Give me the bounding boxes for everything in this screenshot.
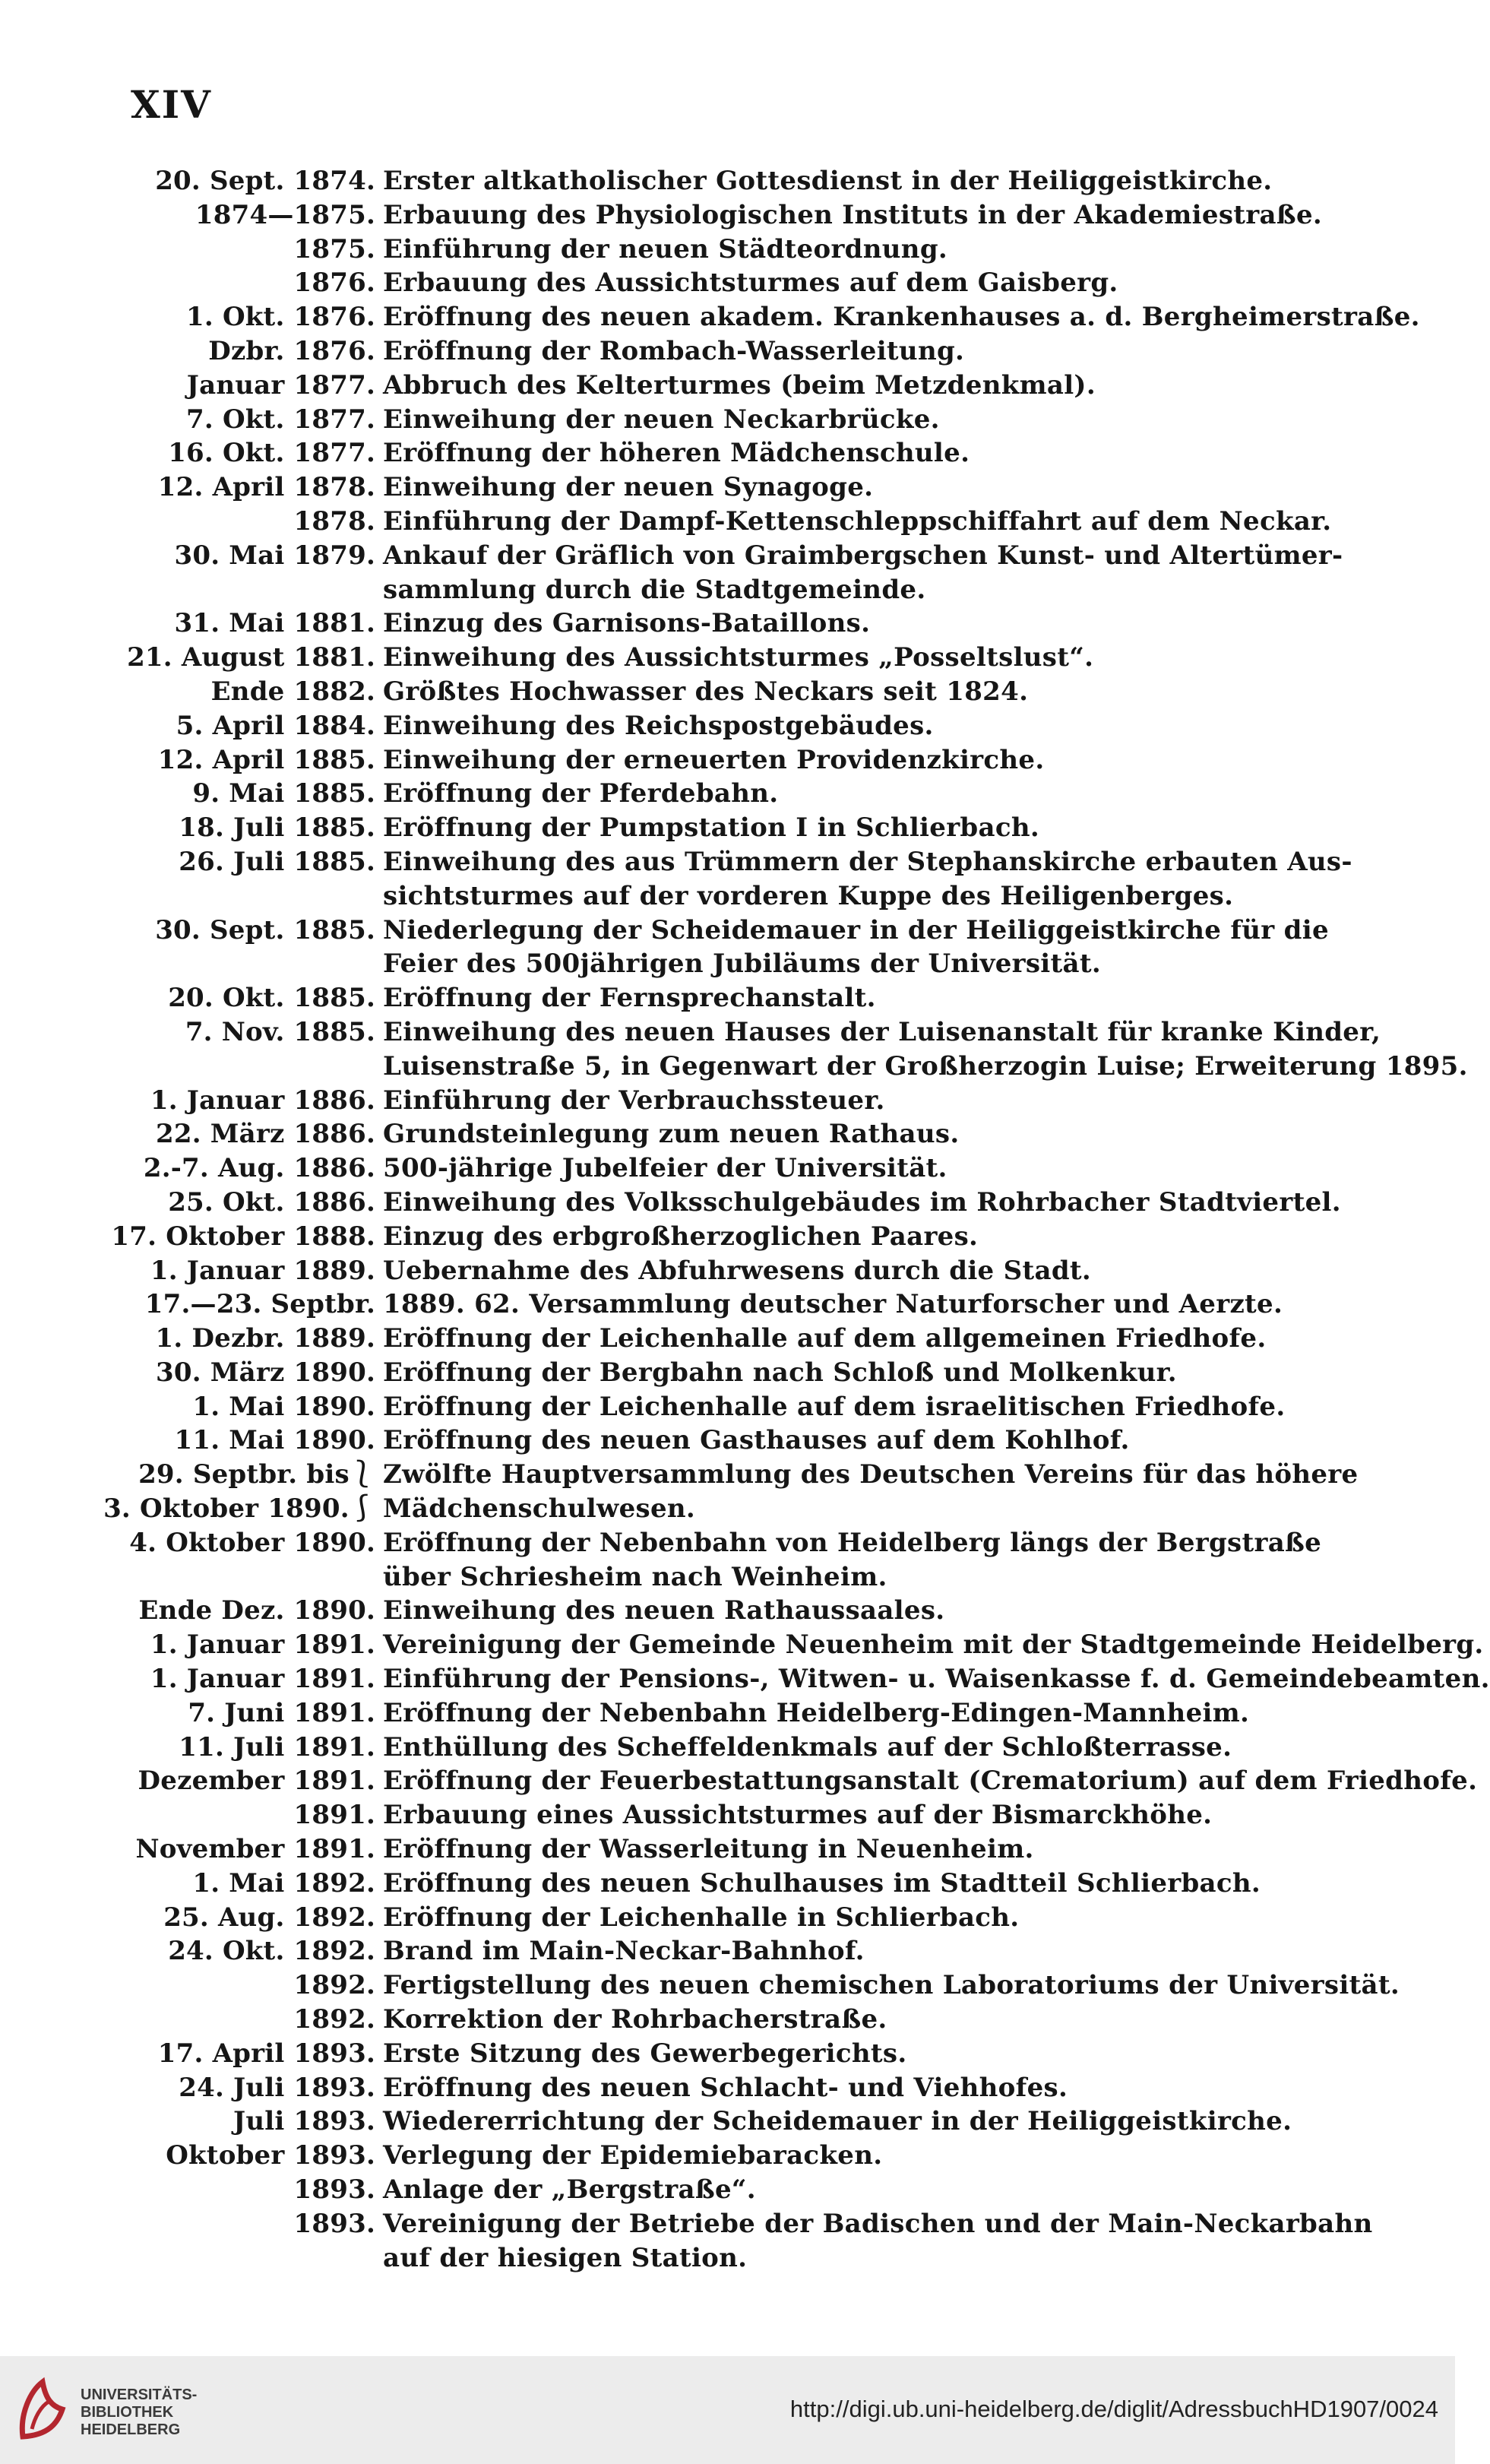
- chronology-entry: [0, 1934, 1455, 1968]
- entry-description: [383, 1764, 1478, 1798]
- entry-text-line: Eröffnung des neuen akadem. Krankenhauses a. d. Bergheimerstraße.: [383, 302, 1420, 333]
- chronology-entry: [0, 811, 1455, 845]
- entry-text-line: Einführung der neuen Städteordnung.: [383, 233, 948, 264]
- entry-description: [383, 1356, 1367, 1390]
- entry-description: [383, 436, 1367, 470]
- entry-date: 1. Januar 1886.: [150, 1085, 375, 1116]
- entry-description: [383, 1117, 1367, 1151]
- entry-date: 1892.: [293, 1970, 375, 2001]
- entry-date: 5. April 1884.: [176, 710, 375, 741]
- entry-date: November 1891.: [135, 1834, 375, 1865]
- chronology-entry: [0, 539, 1455, 607]
- chronology-entry: [0, 1696, 1455, 1731]
- chronology-entry: [0, 1526, 1455, 1595]
- entry-text-line: Einweihung des Volksschulgebäudes im Rohrbacher Stadtviertel.: [383, 1186, 1341, 1218]
- entry-date: 1. Dezbr. 1889.: [155, 1323, 375, 1354]
- chronology-entry: [0, 1356, 1455, 1390]
- chronology-entry: [0, 369, 1455, 403]
- chronology-entry: [0, 914, 1455, 982]
- entry-description: [383, 1390, 1367, 1424]
- entry-description: [383, 709, 1367, 743]
- entry-description: [383, 2139, 1367, 2173]
- entry-text-line: Verlegung der Epidemiebaracken.: [383, 2140, 883, 2171]
- entry-description: [383, 2207, 1373, 2276]
- entry-description: [383, 641, 1367, 675]
- entry-date: 1. Mai 1890.: [192, 1391, 375, 1422]
- entry-date: 1893.: [293, 2174, 375, 2206]
- entry-description: [383, 1015, 1468, 1084]
- chronology-entry: [0, 2207, 1455, 2276]
- chronology-entry: [0, 1220, 1455, 1254]
- entry-text-line: Einführung der Dampf-Kettenschleppschiffahrt auf dem Neckar.: [383, 505, 1332, 537]
- entry-date: 12. April 1885.: [157, 744, 375, 775]
- entry-date: Dzbr. 1876.: [208, 335, 375, 366]
- chronology-entry: [0, 1015, 1468, 1084]
- entry-description: [383, 1492, 1367, 1526]
- source-url[interactable]: http://digi.ub.uni-heidelberg.de/diglit/AdressbuchHD1907/0024: [789, 2396, 1438, 2422]
- entry-date: Ende 1882.: [210, 676, 375, 707]
- entry-date: 1. Mai 1892.: [192, 1867, 375, 1899]
- entry-date: 17. Oktober 1888.: [111, 1221, 375, 1252]
- entry-text-line: Erbauung eines Aussichtsturmes auf der Bismarckhöhe.: [383, 1800, 1213, 1831]
- chronology-entry: [0, 1117, 1455, 1151]
- entry-description: [383, 1901, 1367, 1935]
- entry-text-line: Einweihung der neuen Neckarbrücke.: [383, 404, 940, 435]
- chronology-entry: [0, 606, 1455, 641]
- entry-description: [383, 845, 1367, 914]
- entry-text-line: Eröffnung der Wasserleitung in Neuenheim.: [383, 1834, 1034, 1865]
- entry-date: 26. Juli 1885.: [179, 846, 375, 877]
- entry-description: [383, 2071, 1367, 2105]
- entry-description: [383, 1526, 1367, 1595]
- entry-date: 25. Aug. 1892.: [163, 1902, 375, 1933]
- footer-bar: [0, 2356, 1455, 2464]
- entry-text-line: Eröffnung des neuen Schulhauses im Stadtteil Schlierbach.: [383, 1867, 1261, 1899]
- entry-description: [383, 233, 1367, 267]
- entry-date: 1. Januar 1889.: [150, 1255, 375, 1286]
- entry-text-line: Eröffnung der Leichenhalle auf dem allgemeinen Friedhofe.: [383, 1323, 1267, 1354]
- entry-description: [383, 606, 1367, 641]
- entry-description: [383, 1186, 1367, 1220]
- entry-description: [383, 1594, 1367, 1628]
- chronology-entry: [0, 1832, 1455, 1867]
- entry-text-line: Grundsteinlegung zum neuen Rathaus.: [383, 1119, 960, 1150]
- entry-text-line: Einweihung der erneuerten Providenzkirche.: [383, 744, 1045, 775]
- entry-date: 1. Okt. 1876.: [186, 302, 375, 333]
- chronology-entry: [0, 2173, 1455, 2207]
- entry-description: [383, 369, 1367, 403]
- entry-text-line: Eröffnung der Nebenbahn von Heidelberg längs der Bergstraße: [383, 1527, 1322, 1558]
- entry-description: [383, 2105, 1367, 2139]
- chronology-list: [0, 164, 1490, 2275]
- entry-text-line: Einzug des Garnisons-Bataillons.: [383, 608, 871, 639]
- entry-description: [383, 1322, 1367, 1356]
- chronology-entry: [0, 2037, 1455, 2071]
- chronology-entry: [0, 981, 1455, 1015]
- entry-description: [383, 1458, 1367, 1492]
- chronology-entry: [0, 1628, 1484, 1662]
- entry-description: [383, 2003, 1367, 2037]
- chronology-entry: [0, 334, 1455, 369]
- entry-date: 31. Mai 1881.: [174, 608, 375, 639]
- chronology-entry: [0, 1424, 1455, 1458]
- entry-description: [383, 1968, 1400, 2003]
- entry-text-line: sammlung durch die Stadtgemeinde.: [383, 574, 926, 605]
- entry-description: [383, 1696, 1367, 1731]
- entry-date: 20. Sept. 1874.: [155, 166, 375, 196]
- entry-date: 20. Okt. 1885.: [168, 983, 375, 1014]
- chronology-entry: [0, 300, 1455, 334]
- chronology-entry: [0, 1867, 1455, 1901]
- chronology-entry: [0, 1458, 1455, 1492]
- entry-text-line: Eröffnung der Fernsprechanstalt.: [383, 983, 876, 1014]
- entry-date: 1892.: [293, 2004, 375, 2035]
- chronology-entry: [0, 198, 1455, 233]
- entry-text-line: Eröffnung der Pferdebahn.: [383, 778, 779, 809]
- entry-text-line: Einweihung des Aussichtsturmes „Posseltslust“.: [383, 642, 1094, 673]
- chronology-entry: [0, 403, 1455, 437]
- library-seal-icon: [15, 2376, 68, 2444]
- entry-date: 21. August 1881.: [127, 642, 375, 673]
- chronology-entry: [0, 1662, 1490, 1696]
- chronology-entry: [0, 845, 1455, 914]
- chronology-entry: [0, 641, 1455, 675]
- logo-line: BIBLIOTHEK: [81, 2404, 174, 2421]
- chronology-entry: [0, 164, 1455, 198]
- entry-date: 24. Okt. 1892.: [168, 1936, 375, 1967]
- entry-text-line: Ankauf der Gräflich von Graimbergschen Kunst- und Altertümer-: [383, 540, 1343, 571]
- entry-text-line: Größtes Hochwasser des Neckars seit 1824.: [383, 676, 1029, 707]
- entry-date: 1. Januar 1891.: [150, 1664, 375, 1695]
- entry-date: 1893.: [293, 2208, 375, 2239]
- entry-text-line: Eröffnung der höheren Mädchenschule.: [383, 438, 970, 469]
- chronology-entry: [0, 1084, 1455, 1118]
- entry-date: 1874—1875.: [195, 199, 375, 230]
- chronology-entry: [0, 1764, 1478, 1798]
- entry-description: [383, 1934, 1367, 1968]
- entry-date: Ende Dez. 1890.: [138, 1595, 375, 1626]
- entry-date: Juli 1893.: [233, 2106, 375, 2137]
- entry-text-line: auf der hiesigen Station.: [383, 2242, 748, 2273]
- chronology-entry: [0, 1390, 1455, 1424]
- entry-text-line: Enthüllung des Scheffeldenkmals auf der Schloßterrasse.: [383, 1731, 1232, 1762]
- chronology-entry: [0, 1798, 1455, 1832]
- chronology-entry: [0, 743, 1455, 778]
- entry-date: 1878.: [293, 505, 375, 537]
- entry-text-line: Erster altkatholischer Gottesdienst in der Heiliggeistkirche.: [383, 166, 1273, 196]
- entry-description: [383, 1084, 1367, 1118]
- chronology-entry: [0, 675, 1455, 709]
- entry-text-line: Eröffnung des neuen Schlacht- und Viehhofes.: [383, 2072, 1068, 2103]
- chronology-entry: [0, 2105, 1455, 2139]
- entry-description: [383, 777, 1367, 811]
- entry-description: [383, 743, 1367, 778]
- chronology-entry: [0, 266, 1455, 300]
- entry-text-line: Eröffnung der Nebenbahn Heidelberg-Edingen-Mannheim.: [383, 1697, 1250, 1728]
- entry-date: 11. Juli 1891.: [179, 1731, 375, 1762]
- entry-date: 2.-7. Aug. 1886.: [143, 1153, 375, 1184]
- entry-description: [383, 1798, 1367, 1832]
- entry-description: [383, 198, 1367, 233]
- page-number: XIV: [131, 82, 212, 127]
- chronology-entry: [0, 1186, 1455, 1220]
- entry-text-line: Eröffnung der Leichenhalle in Schlierbach.: [383, 1902, 1020, 1933]
- entry-text-line: Uebernahme des Abfuhrwesens durch die Stadt.: [383, 1255, 1092, 1286]
- logo-line: HEIDELBERG: [81, 2421, 181, 2438]
- entry-date: 11. Mai 1890.: [174, 1425, 375, 1456]
- entry-text-line: Eröffnung der Rombach-Wasserleitung.: [383, 335, 965, 366]
- entry-description: [383, 300, 1420, 334]
- entry-text-line: 500-jährige Jubelfeier der Universität.: [383, 1153, 947, 1184]
- entry-text-line: Einweihung des neuen Rathaussaales.: [383, 1595, 945, 1626]
- chronology-entry: [0, 505, 1455, 539]
- entry-date: 1891.: [293, 1800, 375, 1831]
- entry-description: [383, 334, 1367, 369]
- entry-description: [383, 470, 1367, 505]
- entry-text-line: Einweihung des aus Trümmern der Stephanskirche erbauten Aus-: [383, 846, 1352, 877]
- chronology-entry: [0, 1968, 1455, 2003]
- entry-text-line: Anlage der „Bergstraße“.: [383, 2174, 756, 2206]
- chronology-entry: [0, 1287, 1455, 1322]
- entry-description: [383, 981, 1367, 1015]
- entry-text-line: Eröffnung der Bergbahn nach Schloß und Molkenkur.: [383, 1357, 1177, 1388]
- entry-date: 29. Septbr. bis⎱: [138, 1459, 375, 1490]
- entry-description: [383, 1832, 1367, 1867]
- entry-text-line: Eröffnung der Leichenhalle auf dem israelitischen Friedhofe.: [383, 1391, 1286, 1422]
- entry-date: 3. Oktober 1890.⎰: [103, 1493, 375, 1525]
- entry-date: 17.—23. Septbr.: [144, 1289, 375, 1320]
- entry-date: 17. April 1893.: [157, 2038, 375, 2069]
- logo-line: UNIVERSITÄTS-: [81, 2386, 198, 2403]
- entry-text-line: Korrektion der Rohrbacherstraße.: [383, 2004, 887, 2035]
- chronology-entry: [0, 1151, 1455, 1186]
- entry-date: 1876.: [293, 268, 375, 299]
- entry-date: 1. Januar 1891.: [150, 1629, 375, 1661]
- entry-description: [383, 1731, 1367, 1765]
- entry-date: 4. Oktober 1890.: [129, 1527, 375, 1558]
- entry-date: 30. Sept. 1885.: [155, 914, 375, 945]
- entry-description: [383, 1867, 1367, 1901]
- entry-date: 7. Nov. 1885.: [185, 1016, 375, 1047]
- entry-text-line: Einweihung der neuen Synagoge.: [383, 472, 874, 503]
- entry-text-line: Brand im Main-Neckar-Bahnhof.: [383, 1936, 865, 1967]
- entry-text-line: Eröffnung der Pumpstation I in Schlierbach.: [383, 812, 1039, 844]
- entry-date: 30. Mai 1879.: [174, 540, 375, 571]
- entry-text-line: Feier des 500jährigen Jubiläums der Universität.: [383, 949, 1101, 980]
- entry-description: [383, 811, 1367, 845]
- entry-date: 12. April 1878.: [157, 472, 375, 503]
- entry-description: [383, 2037, 1367, 2071]
- chronology-entry: [0, 1322, 1455, 1356]
- entry-description: [383, 1662, 1490, 1696]
- entry-text-line: Niederlegung der Scheidemauer in der Heiliggeistkirche für die: [383, 914, 1329, 945]
- chronology-entry: [0, 1901, 1455, 1935]
- entry-date: 7. Okt. 1877.: [186, 404, 375, 435]
- chronology-entry: [0, 1492, 1455, 1526]
- entry-text-line: Erbauung des Aussichtsturmes auf dem Gaisberg.: [383, 268, 1118, 299]
- entry-date: 30. März 1890.: [156, 1357, 375, 1388]
- entry-description: [383, 539, 1367, 607]
- entry-description: [383, 266, 1367, 300]
- entry-date: 9. Mai 1885.: [192, 778, 375, 809]
- entry-text-line: Erste Sitzung des Gewerbegerichts.: [383, 2038, 907, 2069]
- entry-text-line: Einführung der Pensions-, Witwen- u. Waisenkasse f. d. Gemeindebeamten.: [383, 1664, 1490, 1695]
- entry-date: 22. März 1886.: [156, 1119, 375, 1150]
- entry-text-line: Zwölfte Hauptversammlung des Deutschen Vereins für das höhere: [383, 1459, 1359, 1490]
- entry-text-line: Luisenstraße 5, in Gegenwart der Großherzogin Luise; Erweiterung 1895.: [383, 1050, 1468, 1082]
- entry-date: 1875.: [293, 233, 375, 264]
- chronology-entry: [0, 233, 1455, 267]
- entry-date: 25. Okt. 1886.: [168, 1186, 375, 1218]
- entry-date: 16. Okt. 1877.: [168, 438, 375, 469]
- entry-text-line: Eröffnung der Feuerbestattungsanstalt (Crematorium) auf dem Friedhofe.: [383, 1766, 1478, 1797]
- entry-date: 18. Juli 1885.: [179, 812, 375, 844]
- library-logo-text: [81, 2386, 197, 2439]
- chronology-entry: [0, 1594, 1455, 1628]
- entry-date: Januar 1877.: [186, 369, 375, 401]
- chronology-entry: [0, 1731, 1455, 1765]
- chronology-entry: [0, 777, 1455, 811]
- entry-text-line: Eröffnung des neuen Gasthauses auf dem Kohlhof.: [383, 1425, 1130, 1456]
- entry-text-line: über Schriesheim nach Weinheim.: [383, 1561, 887, 1592]
- entry-description: [383, 505, 1367, 539]
- entry-description: [383, 403, 1367, 437]
- entry-date: Oktober 1893.: [166, 2140, 375, 2171]
- entry-description: [383, 1287, 1367, 1322]
- entry-text-line: Wiedererrichtung der Scheidemauer in der Heiliggeistkirche.: [383, 2106, 1292, 2137]
- entry-date: 24. Juli 1893.: [179, 2072, 375, 2103]
- entry-text-line: Vereinigung der Betriebe der Badischen und der Main-Neckarbahn: [383, 2208, 1373, 2239]
- entry-description: [383, 1628, 1484, 1662]
- entry-description: [383, 1151, 1367, 1186]
- entry-text-line: Erbauung des Physiologischen Instituts in der Akademiestraße.: [383, 199, 1323, 230]
- entry-description: [383, 2173, 1367, 2207]
- chronology-entry: [0, 2139, 1455, 2173]
- chronology-entry: [0, 2071, 1455, 2105]
- entry-text-line: Einweihung des Reichspostgebäudes.: [383, 710, 934, 741]
- entry-description: [383, 1220, 1367, 1254]
- entry-description: [383, 1254, 1367, 1288]
- entry-text-line: sichtsturmes auf der vorderen Kuppe des Heiligenberges.: [383, 880, 1234, 911]
- entry-date: Dezember 1891.: [138, 1766, 375, 1797]
- entry-text-line: Einweihung des neuen Hauses der Luisenanstalt für kranke Kinder,: [383, 1016, 1381, 1047]
- entry-text-line: Vereinigung der Gemeinde Neuenheim mit der Stadtgemeinde Heidelberg.: [383, 1629, 1484, 1661]
- entry-description: [383, 164, 1367, 198]
- entry-text-line: 1889. 62. Versammlung deutscher Naturforscher und Aerzte.: [383, 1289, 1283, 1320]
- chronology-entry: [0, 709, 1455, 743]
- entry-description: [383, 1424, 1367, 1458]
- entry-text-line: Mädchenschulwesen.: [383, 1493, 696, 1525]
- chronology-entry: [0, 436, 1455, 470]
- entry-text-line: Abbruch des Kelterturmes (beim Metzdenkmal).: [383, 369, 1096, 401]
- entry-description: [383, 914, 1367, 982]
- entry-text-line: Fertigstellung des neuen chemischen Laboratoriums der Universität.: [383, 1970, 1400, 2001]
- chronology-entry: [0, 470, 1455, 505]
- chronology-entry: [0, 2003, 1455, 2037]
- chronology-entry: [0, 1254, 1455, 1288]
- entry-text-line: Einführung der Verbrauchssteuer.: [383, 1085, 885, 1116]
- entry-text-line: Einzug des erbgroßherzoglichen Paares.: [383, 1221, 979, 1252]
- entry-date: 7. Juni 1891.: [188, 1697, 375, 1728]
- entry-description: [383, 675, 1367, 709]
